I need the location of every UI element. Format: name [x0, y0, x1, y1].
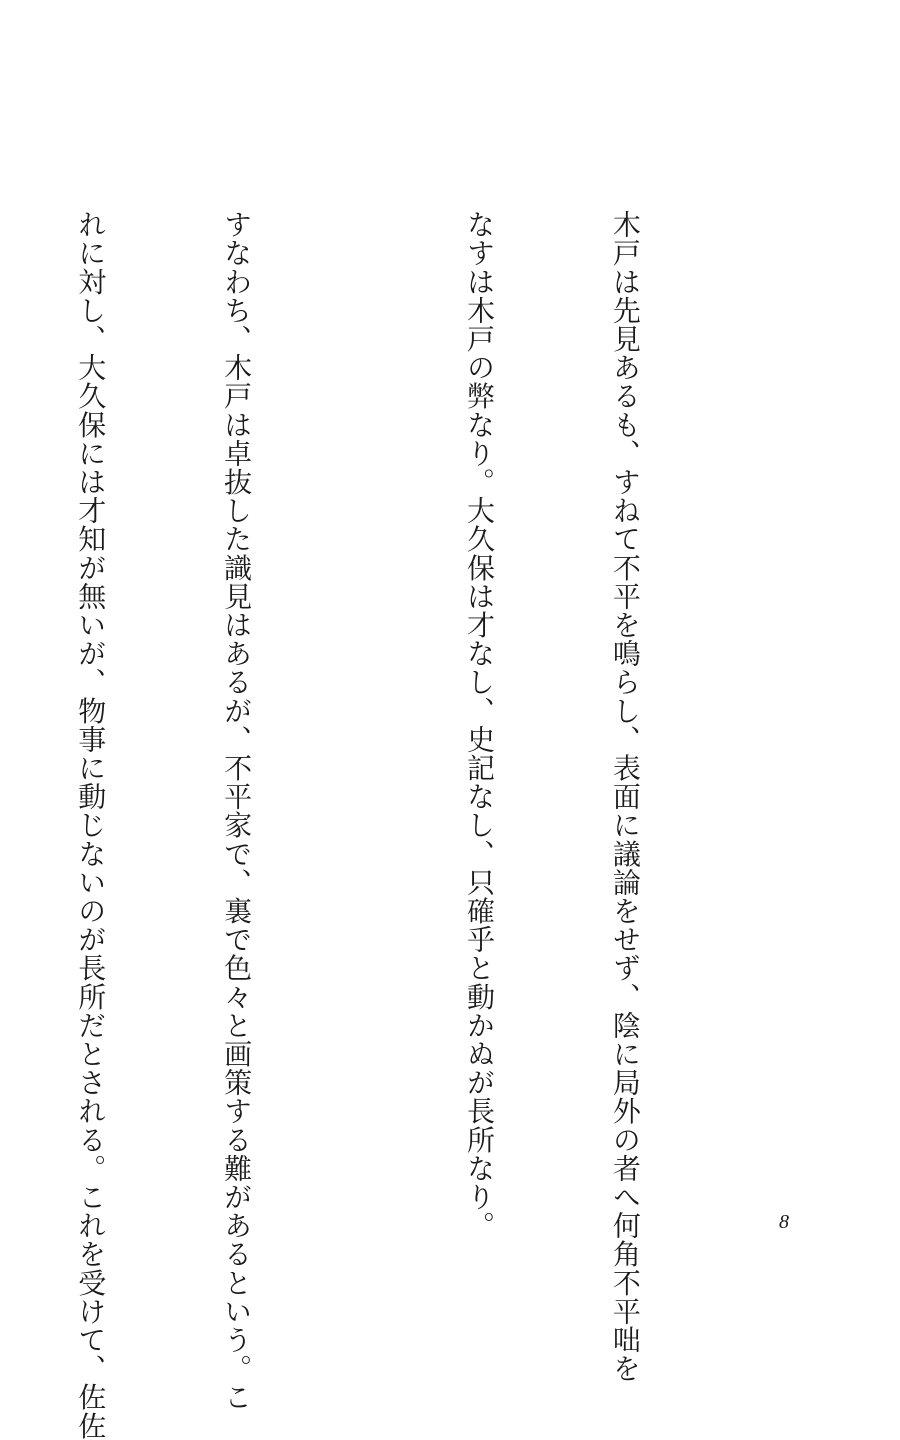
- text-line: れに対し、大久保には才知が無いが、物事に動じないのが長所だとされる。これを受けて、佐佐: [74, 210, 108, 1440]
- text-line: なすは木戸の弊なり。大久保は才なし、史記なし、只確乎と動かぬが長所なり。: [463, 210, 497, 1240]
- text-line: すなわち、木戸は卓抜した識見はあるが、不平家で、裏で色々と画策する難があるという。こ: [220, 210, 254, 1412]
- vertical-text-block: [74, 210, 746, 1440]
- page-number: 8: [779, 1211, 789, 1233]
- text-line: 木戸は先見あるも、すねて不平を鳴らし、表面に議論をせず、陰に局外の者へ何角不平咄を: [608, 210, 642, 1383]
